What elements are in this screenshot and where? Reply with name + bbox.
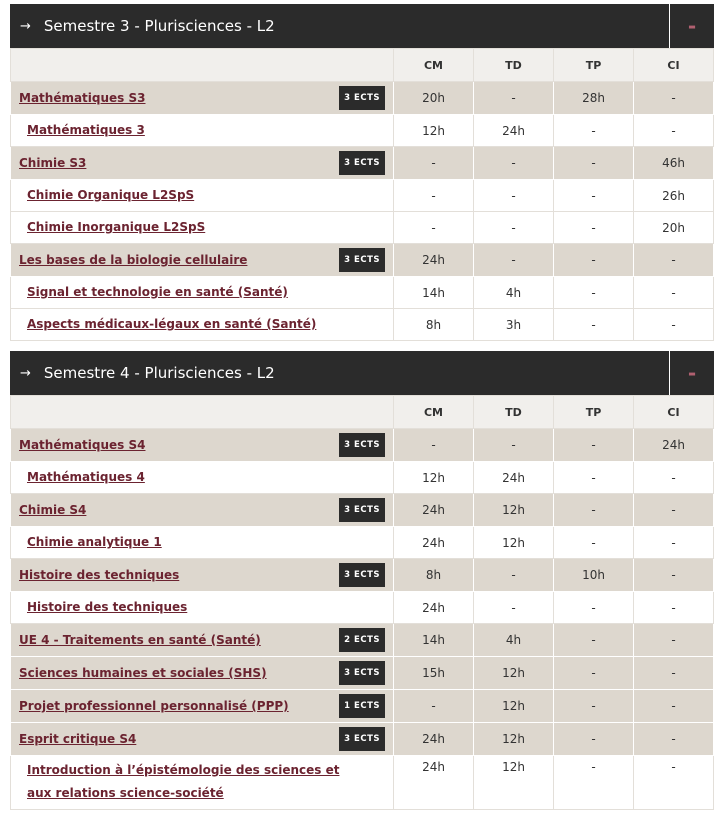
ue-row xyxy=(11,624,714,657)
ects-badge: 3 ECTS xyxy=(339,661,385,685)
course-link[interactable]: Aspects médicaux-légaux en santé (Santé) xyxy=(27,317,317,331)
column-header: CI xyxy=(634,396,714,429)
hours-td-cell: 4h xyxy=(474,277,554,309)
arrow-right-icon: → xyxy=(20,365,31,381)
hours-ci-cell: 24h xyxy=(634,429,714,462)
ects-badge: 3 ECTS xyxy=(339,248,385,272)
course-link[interactable]: Esprit critique S4 xyxy=(19,732,137,746)
column-header: TD xyxy=(474,396,554,429)
ue-row xyxy=(11,82,714,115)
hours-td-cell: 12h xyxy=(474,527,554,559)
hours-cm-cell: - xyxy=(394,690,474,723)
course-link[interactable]: Chimie Organique L2SpS xyxy=(27,188,195,202)
hours-cm-cell: 20h xyxy=(394,82,474,115)
hours-cm-cell: 24h xyxy=(394,527,474,559)
ects-badge: 3 ECTS xyxy=(339,563,385,587)
ec-row xyxy=(11,277,714,309)
ects-badge: 3 ECTS xyxy=(339,498,385,522)
ects-badge: 3 ECTS xyxy=(339,86,385,110)
hours-td-cell: - xyxy=(474,180,554,212)
course-name-cell xyxy=(11,559,394,592)
course-name-cell xyxy=(11,429,394,462)
hours-td-cell: 24h xyxy=(474,115,554,147)
hours-ci-cell: 46h xyxy=(634,147,714,180)
ue-row xyxy=(11,723,714,756)
course-link[interactable]: UE 4 - Traitements en santé (Santé) xyxy=(19,633,261,647)
column-header: CI xyxy=(634,49,714,82)
ects-badge: 2 ECTS xyxy=(339,628,385,652)
course-name-cell xyxy=(11,82,394,115)
course-name-cell xyxy=(11,723,394,756)
hours-tp-cell: - xyxy=(554,429,634,462)
course-name-cell xyxy=(11,624,394,657)
hours-tp-cell: - xyxy=(554,592,634,624)
hours-ci-cell: - xyxy=(634,756,714,810)
hours-ci-cell: - xyxy=(634,277,714,309)
course-name-cell xyxy=(11,690,394,723)
course-name-cell xyxy=(11,592,394,624)
hours-td-cell: 24h xyxy=(474,462,554,494)
hours-ci-cell: - xyxy=(634,82,714,115)
course-name-cell xyxy=(11,212,394,244)
ue-row xyxy=(11,657,714,690)
ec-row xyxy=(11,756,714,810)
ec-row xyxy=(11,462,714,494)
course-name-cell xyxy=(11,244,394,277)
course-name-cell xyxy=(11,494,394,527)
course-link[interactable]: Projet professionnel personnalisé (PPP) xyxy=(19,699,289,713)
hours-td-cell: 12h xyxy=(474,723,554,756)
ects-badge: 1 ECTS xyxy=(339,694,385,718)
course-name-cell xyxy=(11,115,394,147)
header-empty-cell xyxy=(11,49,394,82)
hours-cm-cell: 24h xyxy=(394,494,474,527)
hours-td-cell: - xyxy=(474,559,554,592)
column-header: CM xyxy=(394,396,474,429)
ec-row xyxy=(11,115,714,147)
semester-block xyxy=(10,351,714,810)
hours-tp-cell: 10h xyxy=(554,559,634,592)
table-header-row xyxy=(11,49,714,82)
hours-tp-cell: - xyxy=(554,756,634,810)
course-link[interactable]: Chimie S4 xyxy=(19,503,87,517)
course-table xyxy=(10,395,714,810)
hours-cm-cell: 12h xyxy=(394,115,474,147)
header-empty-cell xyxy=(11,396,394,429)
semester-header[interactable] xyxy=(10,4,714,48)
hours-ci-cell: 20h xyxy=(634,212,714,244)
column-header: CM xyxy=(394,49,474,82)
semester-title-bar[interactable] xyxy=(10,351,669,395)
course-link[interactable]: Histoire des techniques xyxy=(27,600,188,614)
hours-ci-cell: - xyxy=(634,624,714,657)
ue-row xyxy=(11,429,714,462)
ue-row xyxy=(11,690,714,723)
ue-row xyxy=(11,147,714,180)
ue-row xyxy=(11,559,714,592)
ects-badge: 3 ECTS xyxy=(339,727,385,751)
hours-cm-cell: - xyxy=(394,212,474,244)
collapse-toggle-button[interactable]: - xyxy=(669,351,714,395)
course-link[interactable]: Chimie Inorganique L2SpS xyxy=(27,220,206,234)
hours-ci-cell: - xyxy=(634,527,714,559)
course-name-cell xyxy=(11,756,394,810)
course-name-cell xyxy=(11,147,394,180)
ue-row xyxy=(11,494,714,527)
course-link[interactable]: Les bases de la biologie cellulaire xyxy=(19,253,248,267)
hours-ci-cell: - xyxy=(634,115,714,147)
hours-ci-cell: - xyxy=(634,690,714,723)
hours-tp-cell: - xyxy=(554,147,634,180)
semester-block xyxy=(10,4,714,341)
hours-td-cell: - xyxy=(474,212,554,244)
course-table xyxy=(10,48,714,341)
hours-ci-cell: - xyxy=(634,657,714,690)
hours-ci-cell: - xyxy=(634,244,714,277)
semester-title-bar[interactable] xyxy=(10,4,669,48)
course-link[interactable]: Introduction à l’épistémologie des sciences et aux relations science-société xyxy=(27,763,340,800)
hours-tp-cell: - xyxy=(554,115,634,147)
hours-cm-cell: 14h xyxy=(394,624,474,657)
ects-badge: 3 ECTS xyxy=(339,151,385,175)
hours-td-cell: - xyxy=(474,244,554,277)
hours-cm-cell: 8h xyxy=(394,559,474,592)
hours-tp-cell: - xyxy=(554,277,634,309)
hours-td-cell: 12h xyxy=(474,690,554,723)
hours-td-cell: - xyxy=(474,147,554,180)
hours-tp-cell: - xyxy=(554,309,634,341)
column-header: TD xyxy=(474,49,554,82)
course-name-cell xyxy=(11,527,394,559)
ec-row xyxy=(11,592,714,624)
course-name-cell xyxy=(11,180,394,212)
semester-title[interactable]: Semestre 4 - Plurisciences - L2 xyxy=(43,364,275,382)
hours-td-cell: 12h xyxy=(474,657,554,690)
course-link[interactable]: Chimie analytique 1 xyxy=(27,535,162,549)
course-link[interactable]: Chimie S3 xyxy=(19,156,87,170)
hours-td-cell: - xyxy=(474,592,554,624)
hours-ci-cell: 26h xyxy=(634,180,714,212)
hours-td-cell: 12h xyxy=(474,756,554,810)
hours-ci-cell: - xyxy=(634,723,714,756)
hours-cm-cell: 24h xyxy=(394,244,474,277)
ec-row xyxy=(11,212,714,244)
hours-tp-cell: - xyxy=(554,212,634,244)
ec-row xyxy=(11,180,714,212)
hours-cm-cell: 15h xyxy=(394,657,474,690)
ue-row xyxy=(11,244,714,277)
course-link[interactable]: Histoire des techniques xyxy=(19,568,180,582)
course-name-cell xyxy=(11,277,394,309)
collapse-toggle-button[interactable]: - xyxy=(669,4,714,48)
hours-cm-cell: 24h xyxy=(394,756,474,810)
hours-tp-cell: - xyxy=(554,180,634,212)
hours-tp-cell: - xyxy=(554,244,634,277)
hours-tp-cell: - xyxy=(554,690,634,723)
hours-cm-cell: - xyxy=(394,180,474,212)
column-header: TP xyxy=(554,396,634,429)
hours-tp-cell: - xyxy=(554,462,634,494)
ects-badge: 3 ECTS xyxy=(339,433,385,457)
ec-row xyxy=(11,309,714,341)
course-link[interactable]: Mathématiques S3 xyxy=(19,91,146,105)
hours-td-cell: - xyxy=(474,82,554,115)
hours-ci-cell: - xyxy=(634,592,714,624)
course-link[interactable]: Sciences humaines et sociales (SHS) xyxy=(19,666,267,680)
hours-ci-cell: - xyxy=(634,309,714,341)
column-header: TP xyxy=(554,49,634,82)
hours-td-cell: 3h xyxy=(474,309,554,341)
hours-cm-cell: 8h xyxy=(394,309,474,341)
hours-cm-cell: - xyxy=(394,429,474,462)
course-name-cell xyxy=(11,657,394,690)
hours-cm-cell: 12h xyxy=(394,462,474,494)
table-header-row xyxy=(11,396,714,429)
course-name-cell xyxy=(11,309,394,341)
course-link[interactable]: Signal et technologie en santé (Santé) xyxy=(27,285,288,299)
course-link[interactable]: Mathématiques 3 xyxy=(27,123,145,137)
arrow-right-icon: → xyxy=(20,18,31,34)
hours-cm-cell: - xyxy=(394,147,474,180)
course-name-cell xyxy=(11,462,394,494)
hours-td-cell: 12h xyxy=(474,494,554,527)
hours-tp-cell: - xyxy=(554,527,634,559)
course-link[interactable]: Mathématiques S4 xyxy=(19,438,146,452)
course-link[interactable]: Mathématiques 4 xyxy=(27,470,145,484)
hours-td-cell: 4h xyxy=(474,624,554,657)
ec-row xyxy=(11,527,714,559)
hours-cm-cell: 14h xyxy=(394,277,474,309)
semester-header[interactable] xyxy=(10,351,714,395)
hours-tp-cell: - xyxy=(554,494,634,527)
hours-cm-cell: 24h xyxy=(394,592,474,624)
semester-title[interactable]: Semestre 3 - Plurisciences - L2 xyxy=(43,17,275,35)
hours-ci-cell: - xyxy=(634,559,714,592)
hours-tp-cell: - xyxy=(554,723,634,756)
hours-cm-cell: 24h xyxy=(394,723,474,756)
hours-td-cell: - xyxy=(474,429,554,462)
hours-ci-cell: - xyxy=(634,494,714,527)
hours-ci-cell: - xyxy=(634,462,714,494)
hours-tp-cell: - xyxy=(554,657,634,690)
hours-tp-cell: - xyxy=(554,624,634,657)
hours-tp-cell: 28h xyxy=(554,82,634,115)
